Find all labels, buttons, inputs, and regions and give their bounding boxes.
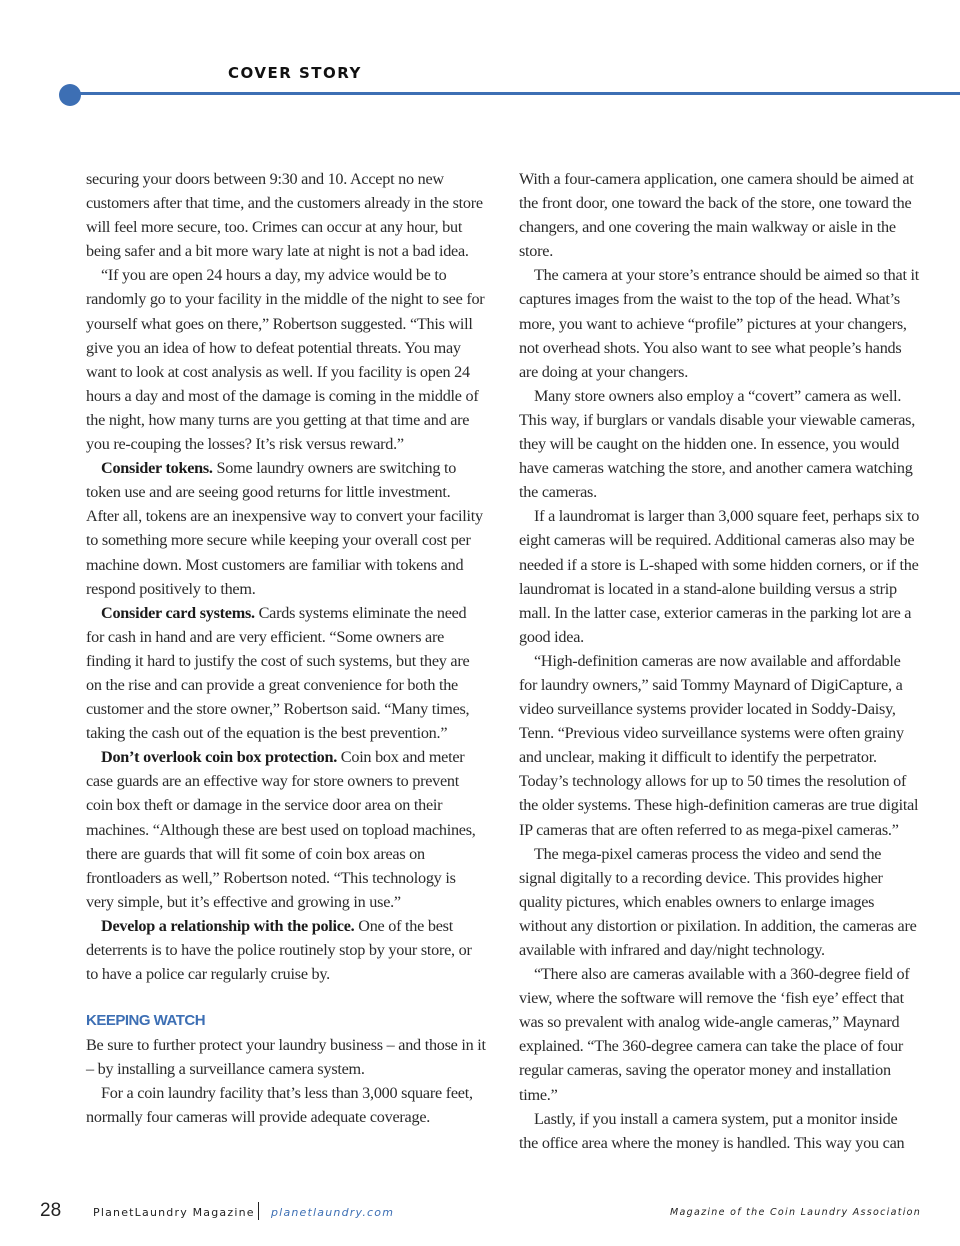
header-dot xyxy=(59,84,81,106)
coin-box-subhead: Don’t overlook coin box protection. xyxy=(101,748,337,767)
police-paragraph xyxy=(86,914,486,986)
right-paragraph-3: Many store owners also employ a “covert” camera as well. This way, if burglars or vandals disable your viewable cameras, they will be caught on the hidden one. In essence, you would have cameras watching the store, and another camera watching the cameras. xyxy=(519,386,916,502)
keeping-watch-heading: KEEPING WATCH xyxy=(86,1012,206,1030)
card-systems-paragraph xyxy=(86,601,486,746)
page-footer xyxy=(0,1200,960,1230)
tokens-subhead: Consider tokens. xyxy=(101,459,213,478)
footer-separator xyxy=(258,1202,259,1220)
keeping-watch-paragraph-2: For a coin laundry facility that’s less than 3,000 square feet, normally four cameras will provide adequate coverage. xyxy=(86,1084,473,1127)
association-tagline: Magazine of the Coin Laundry Association xyxy=(670,1207,922,1218)
right-paragraph-5: “High-definition cameras are now available and affordable for laundry owners,” said Tommy Maynard of DigiCapture, a video surveillance systems provider located in Soddy-Daisy, Tenn. “Previous video surveillance systems were often grainy and unclear, making it difficult to identify the perpetrator. Today’s technology allows for up to 50 times the resolution of the older systems. These high-definition cameras are true digital IP cameras that are often referred to as mega-pixel cameras.” xyxy=(519,651,919,839)
card-systems-subhead: Consider card systems. xyxy=(101,603,255,622)
header-rule xyxy=(70,92,960,95)
section-label: COVER STORY xyxy=(228,64,362,82)
right-paragraph-7: “There also are cameras available with a 360-degree field of view, where the software will remove the ‘fish eye’ effect that was so prevalent with analog wide-angle cameras,” Maynard explained. “The 360-degree camera can take the place of four regular cameras, saving the operator money and installation time.” xyxy=(519,965,910,1104)
right-paragraph-4: If a laundromat is larger than 3,000 square feet, perhaps six to eight cameras will be required. Additional cameras also may be needed if a store is L-shaped with some hidden corners, or if the laundromat is located in a stand-alone building versus a strip mall. In the latter case, exterior cameras in the parking lot are a good idea. xyxy=(519,507,920,646)
footer-url[interactable]: planetlaundry.com xyxy=(271,1206,395,1219)
tokens-paragraph xyxy=(86,456,486,601)
magazine-name: PlanetLaundry Magazine xyxy=(93,1206,255,1219)
card-systems-body: Cards systems eliminate the need for cash in hand and are very efficient. “Some owners are finding it hard to justify the cost of such systems, but they are on the rise and can provide a great convenience for both the customer and the store owner,” Robertson said. “Many times, taking the cash out of the equation is the best prevention.” xyxy=(86,603,470,743)
page-number: 28 xyxy=(40,1200,62,1221)
police-subhead: Develop a relationship with the police. xyxy=(101,916,355,935)
right-paragraph-2: The camera at your store’s entrance should be aimed so that it captures images from the waist to the top of the head. What’s more, you want to achieve “profile” pictures at your changers, not overhead shots. You also want to see what people’s hands are doing at your changers. xyxy=(519,266,919,381)
right-paragraph-6: The mega-pixel cameras process the video and send the signal digitally to a recording device. This provides higher quality pictures, which enables owners to enlarge images without any distortion or pixilation. In addition, the cameras are available with infrared and day/night technology. xyxy=(519,844,917,959)
right-paragraph-8: Lastly, if you install a camera system, put a monitor inside the office area where the money is handled. This way you can xyxy=(519,1109,905,1152)
left-paragraph-1: securing your doors between 9:30 and 10. Accept no new customers after that time, and the customers already in the store will feel more secure, too. Crimes can occur at any hour, but being safer and a bit more wary late at night is not a bad idea. xyxy=(86,170,483,261)
coin-box-body: Coin box and meter case guards are an effective way for store owners to prevent coin box theft or damage in the service door area on their machines. “Although these are best used on topload machines, there are guards that will fit some of coin box areas on frontloaders as well,” Robertson noted. “This technology is very simple, but it’s effective and growing in use.” xyxy=(86,748,476,911)
coin-box-paragraph xyxy=(86,745,486,914)
right-paragraph-1: With a four-camera application, one camera should be aimed at the front door, one toward the back of the store, one toward the changers, and one covering the main walkway or aisle in the store. xyxy=(519,170,914,261)
keeping-watch-paragraph-1: Be sure to further protect your laundry business – and those in it – by installing a surveillance camera system. xyxy=(86,1036,486,1079)
police-body: One of the best deterrents is to have the police routinely stop by your store, or to have a police car regularly cruise by. xyxy=(86,916,472,984)
right-column xyxy=(519,167,920,1155)
tokens-body: Some laundry owners are switching to token use and are seeing good returns for little investment. After all, tokens are an inexpensive way to convert your facility to something more secure while keeping your overall cost per machine down. Most customers are familiar with tokens and respond positively to them. xyxy=(86,459,483,598)
left-column xyxy=(86,167,486,1130)
left-paragraph-2: “If you are open 24 hours a day, my advice would be to randomly go to your facility in the middle of the night to see for yourself what goes on there,” Robertson suggested. “This will give you an idea of how to defeat potential threats. You may want to look at cost analysis as well. If you facility is open 24 hours a day and most of the damage is coming in the middle of the night, how many turns are you getting at that time and are you re-couping the losses? It’s risk versus reward.” xyxy=(86,266,485,454)
